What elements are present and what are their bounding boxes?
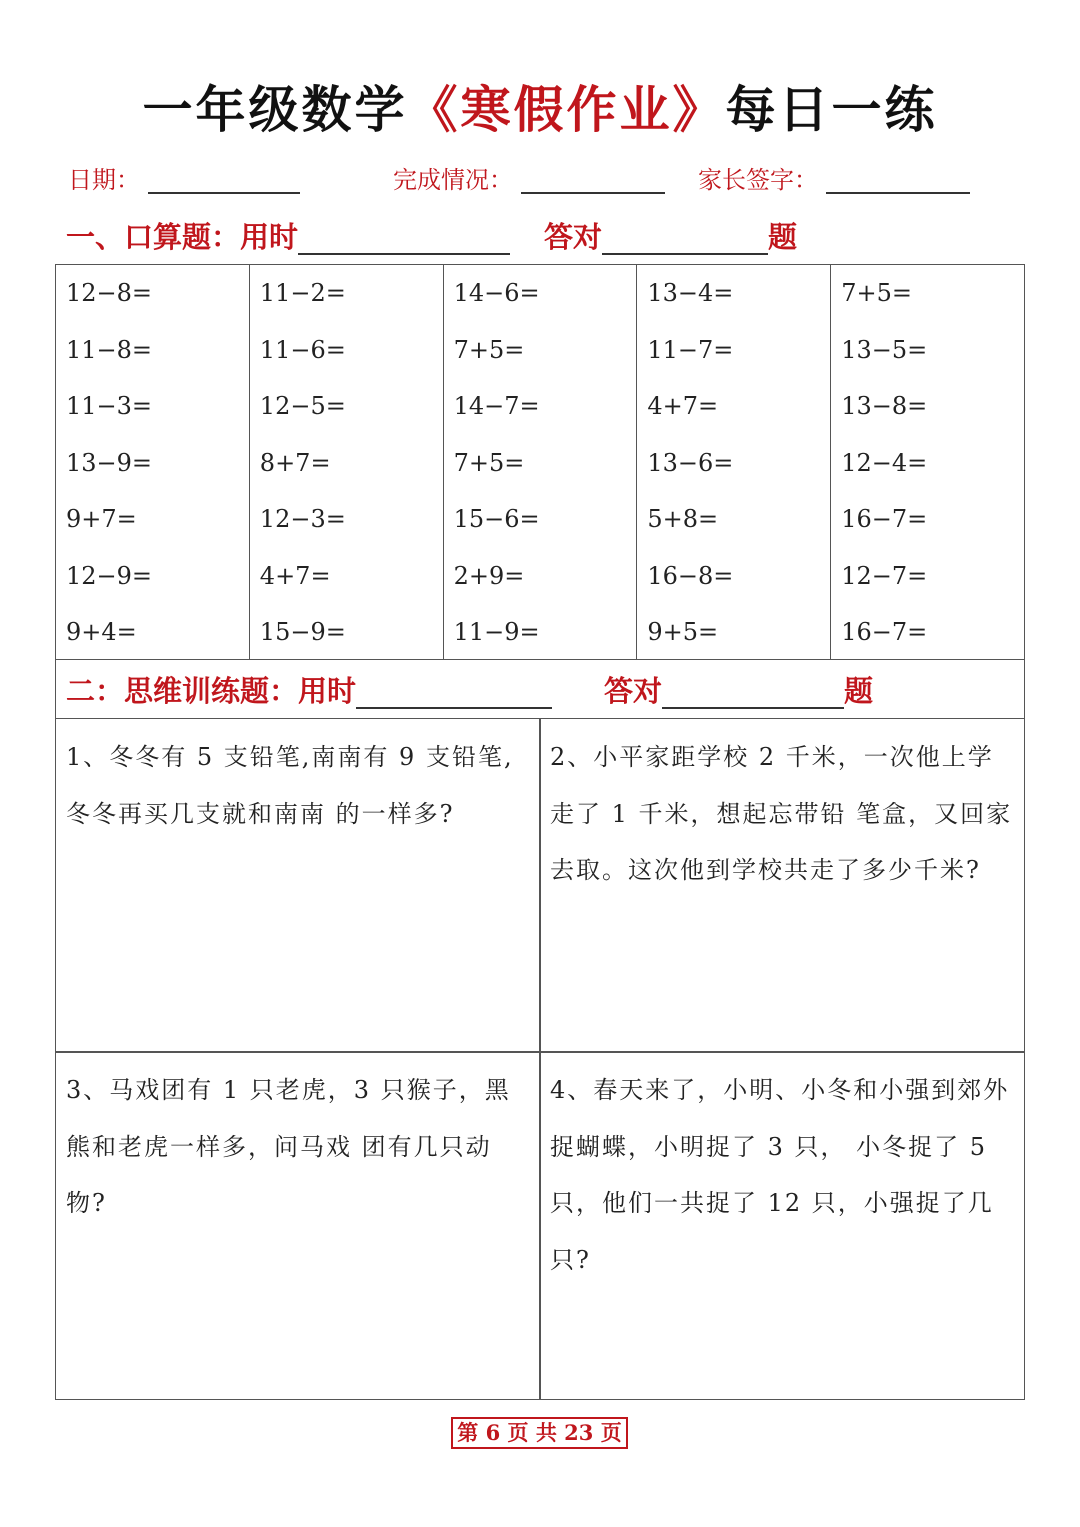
- footer-text: 第: [457, 1420, 479, 1445]
- equation: 7+5=: [453, 448, 525, 477]
- equation: 12−5=: [259, 392, 346, 420]
- parent-label: 家长签字：: [698, 166, 818, 194]
- section1-header: [66, 215, 797, 256]
- calc-column: [56, 265, 250, 659]
- title-prefix: 一年级数学: [142, 81, 408, 139]
- equation: 14−7=: [453, 392, 540, 420]
- equation: 13−5=: [841, 335, 928, 364]
- equation: 11−9=: [453, 618, 540, 646]
- equation: 16−7=: [841, 618, 928, 646]
- calc-column: [444, 265, 638, 659]
- equation: 9+4=: [66, 618, 137, 646]
- question-1: 1、冬冬有 5 支铅笔,南南有 9 支铅笔,冬冬再买几支就和南南 的一样多?: [66, 743, 514, 828]
- equation: 13−6=: [647, 448, 734, 477]
- equation: 14−6=: [453, 279, 540, 307]
- section2-correct-label: 答对: [604, 674, 663, 708]
- equation: 16−8=: [647, 561, 734, 590]
- equation: 8+7=: [259, 448, 331, 477]
- section2-time-blank[interactable]: [356, 707, 552, 709]
- equation: 7+5=: [453, 335, 525, 364]
- date-blank[interactable]: [148, 192, 300, 194]
- equation: 11−8=: [66, 335, 153, 364]
- footer-text: 页 共: [507, 1420, 557, 1445]
- equation: 15−9=: [259, 618, 346, 646]
- equation: 5+8=: [647, 505, 719, 533]
- title-highlight: 《寒假作业》: [407, 81, 726, 139]
- equation: 11−2=: [259, 279, 346, 307]
- section1-label: 一、口算题：用时: [66, 220, 299, 254]
- parent-signature-field: [698, 160, 970, 195]
- status-blank[interactable]: [521, 192, 665, 194]
- question-2: 2、小平家距学校 2 千米，一次他上学走了 1 千米，想起忘带铅 笔盒，又回家去取。这次他到学校共走了多少千米?: [550, 743, 1013, 884]
- date-label: 日期：: [68, 166, 140, 194]
- oral-calc-grid: [55, 264, 1025, 660]
- equation: 11−6=: [259, 335, 346, 364]
- date-field: [68, 160, 300, 195]
- section1-correct-blank[interactable]: [602, 253, 768, 255]
- section2-label: 二：思维训练题：用时: [66, 674, 357, 708]
- footer-text: 页: [600, 1420, 622, 1445]
- section1-unit: 题: [768, 220, 798, 254]
- question-4: 4、春天来了，小明、小冬和小强到郊外捉蝴蝶，小明捉了 3 只， 小冬捉了 5 只，他们一共捉了 12 只，小强捉了几只?: [550, 1076, 1010, 1274]
- title-suffix: 每日一练: [725, 81, 938, 139]
- calc-column: [250, 265, 444, 659]
- section2-header: [66, 669, 873, 710]
- equation: 12−9=: [66, 561, 153, 590]
- equation: 12−8=: [66, 279, 153, 307]
- current-page: 6: [485, 1420, 501, 1445]
- equation: 15−6=: [453, 505, 540, 533]
- equation: 13−9=: [66, 448, 153, 477]
- equation: 4+7=: [259, 561, 331, 590]
- total-pages: 23: [564, 1420, 594, 1445]
- equation: 12−3=: [259, 505, 346, 533]
- calc-column: [637, 265, 831, 659]
- equation: 16−7=: [841, 505, 928, 533]
- section2-correct-blank[interactable]: [662, 707, 844, 709]
- equation: 2+9=: [453, 561, 525, 590]
- section1-time-blank[interactable]: [298, 253, 510, 255]
- equation: 11−3=: [66, 392, 153, 420]
- section2-unit: 题: [844, 674, 874, 708]
- equation: 9+5=: [647, 618, 719, 646]
- question-grid: [55, 718, 1025, 1400]
- equation: 12−4=: [841, 448, 928, 477]
- equation: 4+7=: [647, 392, 719, 420]
- status-label: 完成情况：: [393, 166, 513, 194]
- section1-correct-label: 答对: [544, 220, 603, 254]
- equation: 7+5=: [841, 279, 912, 307]
- calc-column: [831, 265, 1024, 659]
- parent-signature-blank[interactable]: [826, 192, 970, 194]
- equation: 12−7=: [841, 561, 928, 590]
- status-field: [393, 160, 665, 195]
- equation: 13−4=: [647, 279, 734, 307]
- equation: 9+7=: [66, 505, 137, 533]
- equation: 11−7=: [647, 335, 734, 364]
- page-title: [0, 70, 1080, 142]
- question-3: 3、马戏团有 1 只老虎，3 只猴子，黑熊和老虎一样多，问马戏 团有几只动物?: [66, 1076, 511, 1217]
- equation: 13−8=: [841, 392, 928, 420]
- page-number: [451, 1417, 628, 1449]
